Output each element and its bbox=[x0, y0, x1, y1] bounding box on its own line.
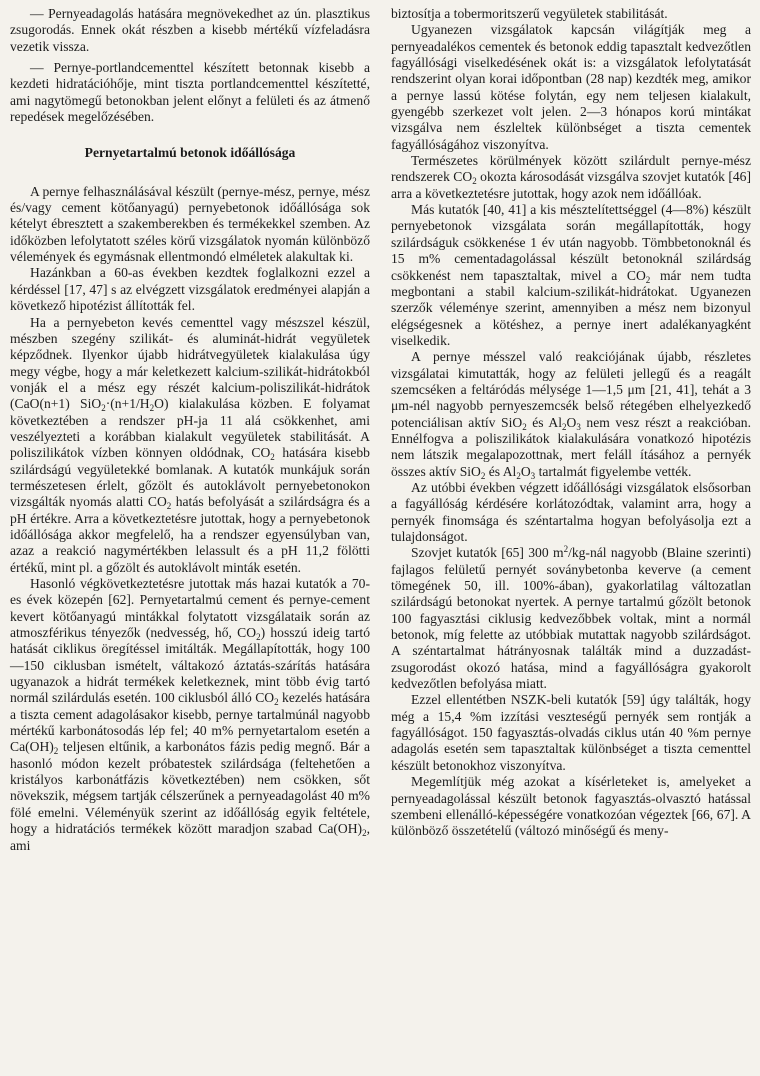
paragraph-tobermorite: biztosítja a tobermoritszerű vegyületek stabilitását. bbox=[391, 6, 668, 21]
paragraph-frost-resistance: Ugyanezen vizsgálatok kapcsán világítják meg a pernyeadalékos cementek és betonok eddig tapasztalt kedvezőtlen fagyállósági viselkedésének okát is: a vizsgálatok lefolytatását rendszerint olyan korai időpontban (28 nap) kezdték meg, amikor a pernye lassú kötése folytán, egy nem teljesen kialakult, gyengébb szerkezet volt jelen. 2—3 hónapos korú mintákat vizsgálva nem észleltek különbséget a tiszta cementek fagyállóságához viszonyítva. bbox=[391, 22, 751, 152]
paragraph-polysilicate-hypothesis: Ha a pernyebeton kevés cementtel vagy mészszel készül, mészben szegény szilikát- és aluminát-hidrát vegyületek képződnek. Ilyenkor újabb hidrátvegyületek kialakulása úgy megy végbe, hogy a már keletkezett kalcium-szilikát-hidrátokból vonják el a mész egy részét kalcium-poliszilikát-hidrátok (CaO(n+1) $SiO_2\cdot(n+1/H_2O)$ kialakulása közben. E folyamat következtében a rendszer pH-ja 11 alá csökkenhet, ami veszélyezteti a korábban kialakult vegyületek stabilitását. A poliszilikátok vízben könnyen oldódnak, $CO_2$ hatására kisebb szilárdságú vegyületekké bomlanak. A kutatók munkájuk során természetesen érlelt, gőzölt és autoklávolt pernyebetonokon vizsgálták nyomás alatti $CO_2$ hatás befolyását a szilárdságra és a pH értékre. Arra a következtetésre jutottak, hogy a pernyebetonok időállósága akkor megfelelő, ha a rendszer egyensúlyban van, azaz a reakció nagymértékben lelassult és a pH 11,2 fölötti értékű, mint pl. a gőzölt és autoklávolt minták esetén. bbox=[10, 314, 371, 575]
dash-paragraph-hydration-heat: — Pernye-portlandcementtel készített betonnak kisebb a kezdeti hidratációhője, mint tiszta portlandcementtel készítetté, ami nagytömegű betonokban jelent előnyt a felületi és az átmenő repedések megelőzésében. bbox=[10, 60, 370, 125]
paragraph-lime-saturation: Más kutatók [40, 41] a kis mésztelítettséggel (4—8%) készült pernyebetonok vizsgálata során megállapították, hogy szilárdságuk csökkenése 1 év után nagyobb. Tömbbetonoknál és 15 m% cementadagolással készült betonoknál szilárdság csökkenést nem tapasztaltak, mivel a $CO_2$ már nem tudta megbontani a stabil kalcium-szilikát-hidrátokat. Ugyanezen szerzők véleménye szerint, amennyiben a mész nem bizonyul elégségesnek a kötéshez, a pernye inert adalékanyagként viselkedik. bbox=[391, 202, 751, 348]
paragraph-freeze-thaw: Megemlítjük még azokat a kísérleteket is, amelyeket a pernyeadagolással készült betonok fagyasztás-olvasztó hatással szembeni ellenálló-képességére vonatkozóan végeztek [66, 67]. A különböző összetételű (változó minőségű és meny- bbox=[391, 774, 751, 839]
dash-paragraph-shrinkage: — Pernyeadagolás hatására megnövekedhet az ún. plasztikus zsugorodás. Ennek okát részben a kisebb mértékű vízfeladásra vezetik vissza. bbox=[10, 6, 370, 54]
paragraph-durability-intro: A pernye felhasználásával készült (pernye-mész, pernye, mész és/vagy cement kötőanyagú) pernyebetonok időállósága sok kételyt ébresztett a szakemberekben és termékekkel szemben. Az időközben lefolytatott széles körű vizsgálatok nyomán különböző vélemények és egymásnak ellentmondó elméletek alakultak ki. bbox=[10, 183, 370, 265]
paragraph-nszk-research: Ezzel ellentétben NSZK-beli kutatók [59] úgy találták, hogy még a 15,4 %m izzítási veszteségű pernyék sem rontják a fagyállóságot. 150 fagyasztás-olvadás ciklus után 40 %m pernye adagolás esetén sem tapasztaltak különbséget a tiszta cementtel készült betonokhoz viszonyítva. bbox=[391, 692, 751, 773]
section-title: Pernyetartalmú betonok időállósága bbox=[84, 145, 296, 161]
paragraph-recent-studies: Az utóbbi években végzett időállósági vizsgálatok elsősorban a fagyállóság kérdésére korlátozódtak, valamint arra, hogy a pernyék finomsága és széntartalma hogyan befolyásolja ezt a tulajdonságot. bbox=[391, 479, 751, 544]
right-column bbox=[391, 6, 751, 840]
paragraph-70s-research: Hasonló végkövetkeztetésre jutottak más hazai kutatók a 70-es évek közepén [62]. Pernyetartalmú cement és pernye-cement kevert kötőanyagú mintákkal folytatott vizsgálataik során az atmoszférikus tényezők (nedvesség, hő, $CO_2$) hosszú ideig tartó hatását ciklikus öregítéssel imitálták. Megállapították, hogy 100—150 ciklusban ismételt, váltakozó áztatás-szárítás hatására ugyanazok a hidrát termékek keletkeznek, mint több évig tartó normál szilárdulás esetén. 100 ciklusból álló $CO_2$ kezelés hatására a tiszta cement adagolásakor kisebb, pernye tartalmúnál nagyobb mértékű karbonátosodás lép fel; 40 m% pernyetartalom esetén a $Ca(OH)_2$ teljesen eltűnik, a karbonátos fázis pedig megnő. Bár a hasonló módon kezelt próbatestek szilárdsága (feltehetően a kristályos karbonátfázis következtében) nem csökken, sőt növekszik, mégsem tartják célszerűnek a pernyeadagolást 40 m% fölé emelni. Véleményük szerint az időállóság egyik feltétele, hogy a hidratációs termékek között maradjon szabad $Ca(OH)_2$, ami bbox=[10, 576, 370, 853]
paragraph-hungary-60s: Hazánkban a 60-as években kezdtek foglalkozni ezzel a kérdéssel [17, 47] s az elvégzett vizsgálatok eredményei alapján a következő hipotézist állították fel. bbox=[10, 265, 370, 314]
left-column bbox=[10, 6, 370, 854]
paragraph-surface-reaction: A pernye mésszel való reakciójának újabb, részletes vizsgálatai kimutatták, hogy az felületi jellegű és a reagált szemcséken a feltáródás mélysége 1—1,5 μm [21, 41], tehát a 3 μm-nél nagyobb pernyeszemcsék belső rétegében elhelyezkedő potenciálisan aktív SiO$_2$ és $Al_2O_3$ nem vesz részt a reakcióban. Ennélfogva a poliszilikátok kialakulására vonatkozó hipotézis nem látszik megalapozottnak, mert feláll ításához a pernyék összes aktív SiO$_2$ és $Al_2O_3$ tartalmát figyelembe vették. bbox=[391, 349, 751, 481]
paragraph-soviet-co2: Természetes körülmények között szilárdult pernye-mész rendszerek $CO_2$ okozta károsodását vizsgálva szovjet kutatók [46] arra a következtetésre jutottak, hogy azok nem időállóak. bbox=[391, 153, 752, 201]
paragraph-soviet-blaine: Szovjet kutatók [65] 300 $m^2/kg$-nál nagyobb (Blaine szerinti) fajlagos felületű pernyét soványbetonba keverve (a cement tömegének 50, ill. 100%-ában), gyakorlatilag változatlan szilárdságú betonokat nyertek. A pernye tartalmú gőzölt betonok 100 fagyasztási ciklusig kedvezőbbek voltak, mint a normál betonok, míg felette az utóbbiak mutattak nagyobb szilárdságot. A széntartalmat hátrányosnak találták mind a duzzadást-zsugorodást okozó hatása, mind a fagyállóságra gyakorolt kedvezőtlen befolyása miatt. bbox=[391, 544, 751, 692]
